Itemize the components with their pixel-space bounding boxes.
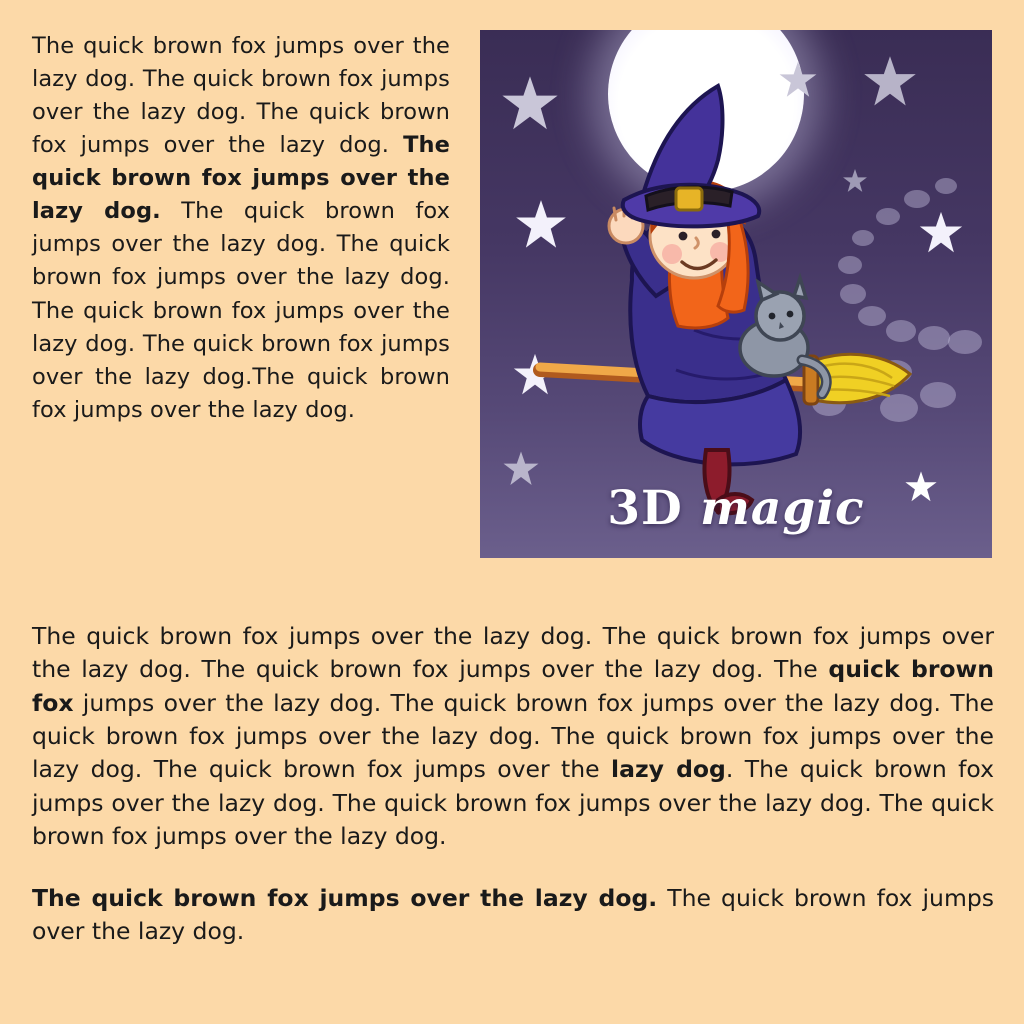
p1-run-2-bold: quick brown fox <box>32 655 994 717</box>
witch-figure <box>480 30 992 558</box>
witch-illustration <box>480 30 992 558</box>
p2-run-2: The quick brown fox jumps over the lazy dog. <box>32 883 994 945</box>
top-section <box>32 30 992 558</box>
caption-secondary: magic <box>700 481 865 536</box>
body-text <box>32 620 994 948</box>
p2-run-1-bold: The quick brown fox jumps over the lazy dog. <box>32 883 658 912</box>
top-text-run-1: The quick brown fox jumps over the lazy dog. The quick brown fox jumps over the lazy dog. The quick brown fox jumps over the lazy dog. <box>32 33 450 159</box>
p1-run-5: . The quick brown fox jumps over the lazy dog. The quick brown fox jumps over the lazy dog. The quick brown fox jumps over the lazy dog. <box>32 755 994 851</box>
illustration-caption <box>480 481 992 536</box>
paragraph-1 <box>32 620 994 854</box>
top-text-run-2-bold: The quick brown fox jumps over the lazy dog. <box>32 132 450 225</box>
paragraph-2 <box>32 882 994 949</box>
top-text-run-3: The quick brown fox jumps over the lazy dog. The quick brown fox jumps over the lazy dog. The quick brown fox jumps over the lazy dog. The quick brown fox jumps over the lazy dog.The quick brown fox jumps over the lazy dog. <box>32 198 451 423</box>
p1-run-1: The quick brown fox jumps over the lazy dog. The quick brown fox jumps over the lazy dog. The quick brown fox jumps over the lazy dog. The <box>32 622 994 684</box>
caption-main: 3D <box>607 481 683 536</box>
witch-hat <box>623 86 759 226</box>
top-text-column <box>32 30 450 427</box>
p1-run-4-bold: lazy dog <box>611 755 726 784</box>
illustration-wrapper <box>480 30 992 558</box>
p1-run-3: jumps over the lazy dog. The quick brown fox jumps over the lazy dog. The quick brown fox jumps over the lazy dog. The quick brown fox jumps over the lazy dog. The quick brown fox jumps over the <box>32 688 994 784</box>
